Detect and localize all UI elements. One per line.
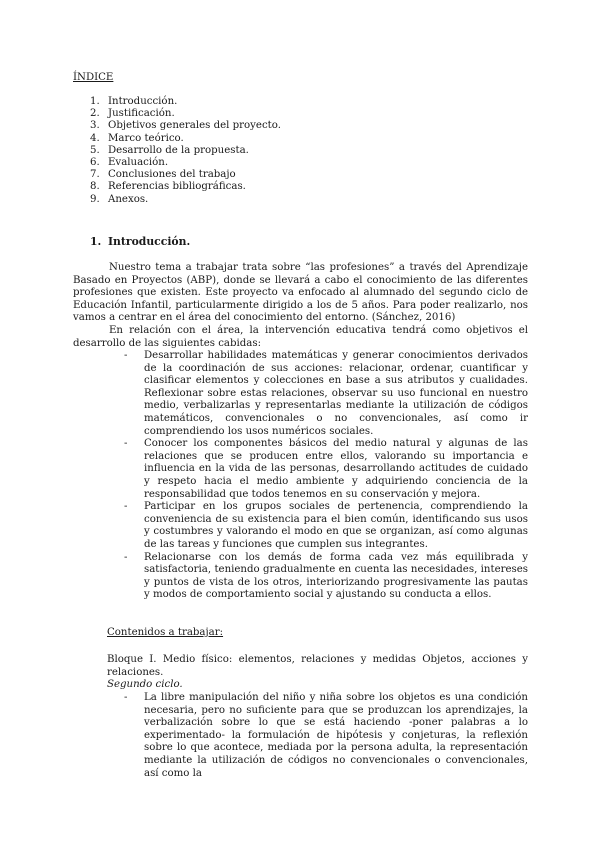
toc-item: 8. Referencias bibliográficas. (90, 181, 246, 193)
cycle-label: Segundo ciclo. (107, 679, 183, 690)
intro-paragraph: Nuestro tema a trabajar trata sobre “las profesiones” a través del Aprendizaje Basado en Proyectos (ABP), donde se llevará a cabo el conocimiento de las diferentes profesiones que existen. Este proyecto va enfocado al alumnado del segundo ciclo de Educación Infantil, particularmente dirigido a los de 5 años. Para poder realizarlo, nos vamos a centrar en el área del conocimiento del entorno. (Sánchez, 2016) (73, 262, 528, 324)
list-item: - Conocer los componentes básicos del medio natural y algunas de las relaciones que se producen entre ellos, valorando su importancia e influencia en la vida de las personas, desarrollando actitudes de cuidado y respeto hacia el medio ambiente y adquiriendo conciencia de la responsabilidad que todos tenemos en su conservación y mejora. (124, 438, 528, 500)
list-item: - Participar en los grupos sociales de pertenencia, comprendiendo la conveniencia de su existencia para el bien común, identificando sus usos y costumbres y valorando el modo en que se organizan, así como algunas de las tareas y funciones que cumplen sus integrantes. (124, 501, 528, 550)
toc-item: 4. Marco teórico. (90, 132, 184, 144)
index-title: ÍNDICE (73, 72, 114, 83)
list-item: - Relacionarse con los demás de forma cada vez más equilibrada y satisfactoria, teniendo gradualmente en cuenta las necesidades, intereses y puntos de vista de los otros, interiorizando progresivamente las pautas y modos de comportamiento social y ajustando su conducta a ellos. (124, 551, 528, 601)
list-item: - Desarrollar habilidades matemáticas y generar conocimientos derivados de la coordinación de sus acciones: relacionar, ordenar, cuantificar y clasificar elementos y colecciones en base a sus atributos y cualidades. Reflexionar sobre estas relaciones, observar su uso funcional en nuestro medio, verbalizarlas y representarlas mediante la utilización de códigos matemáticos, convencionales o no convencionales, así como ir comprendiendo los usos numéricos sociales. (124, 350, 528, 437)
objectives-intro-paragraph: En relación con el área, la intervención educativa tendrá como objetivos el desarrollo de las siguientes cabidas: (73, 325, 528, 349)
contents-block: Bloque I. Medio físico: elementos, relaciones y medidas Objetos, acciones y relaciones. (107, 654, 528, 678)
section-heading-introduccion: 1. Introducción. (90, 235, 191, 248)
list-item: - La libre manipulación del niño y niña sobre los objetos es una condición necesaria, pero no suficiente para que se produzcan los aprendizajes, la verbalización sobre lo que se está haciendo -poner palabras a lo experimentado- la formulación de hipótesis y conjeturas, la reflexión sobre lo que acontece, mediada por la persona adulta, la representación mediante la utilización de códigos no convencionales o convencionales, así como la (124, 692, 528, 779)
contents-list (124, 692, 528, 780)
toc-item: 5. Desarrollo de la propuesta. (90, 144, 249, 156)
toc-item: 2. Justificación. (90, 108, 175, 120)
toc-item: 3. Objetivos generales del proyecto. (90, 120, 281, 132)
contents-title: Contenidos a trabajar: (107, 627, 224, 638)
table-of-contents (90, 96, 281, 206)
objectives-list (124, 350, 528, 602)
toc-item: 6. Evaluación. (90, 156, 169, 168)
toc-item: 1. Introducción. (90, 96, 178, 107)
toc-item: 9. Anexos. (90, 193, 149, 205)
toc-item: 7. Conclusiones del trabajo (90, 169, 236, 181)
